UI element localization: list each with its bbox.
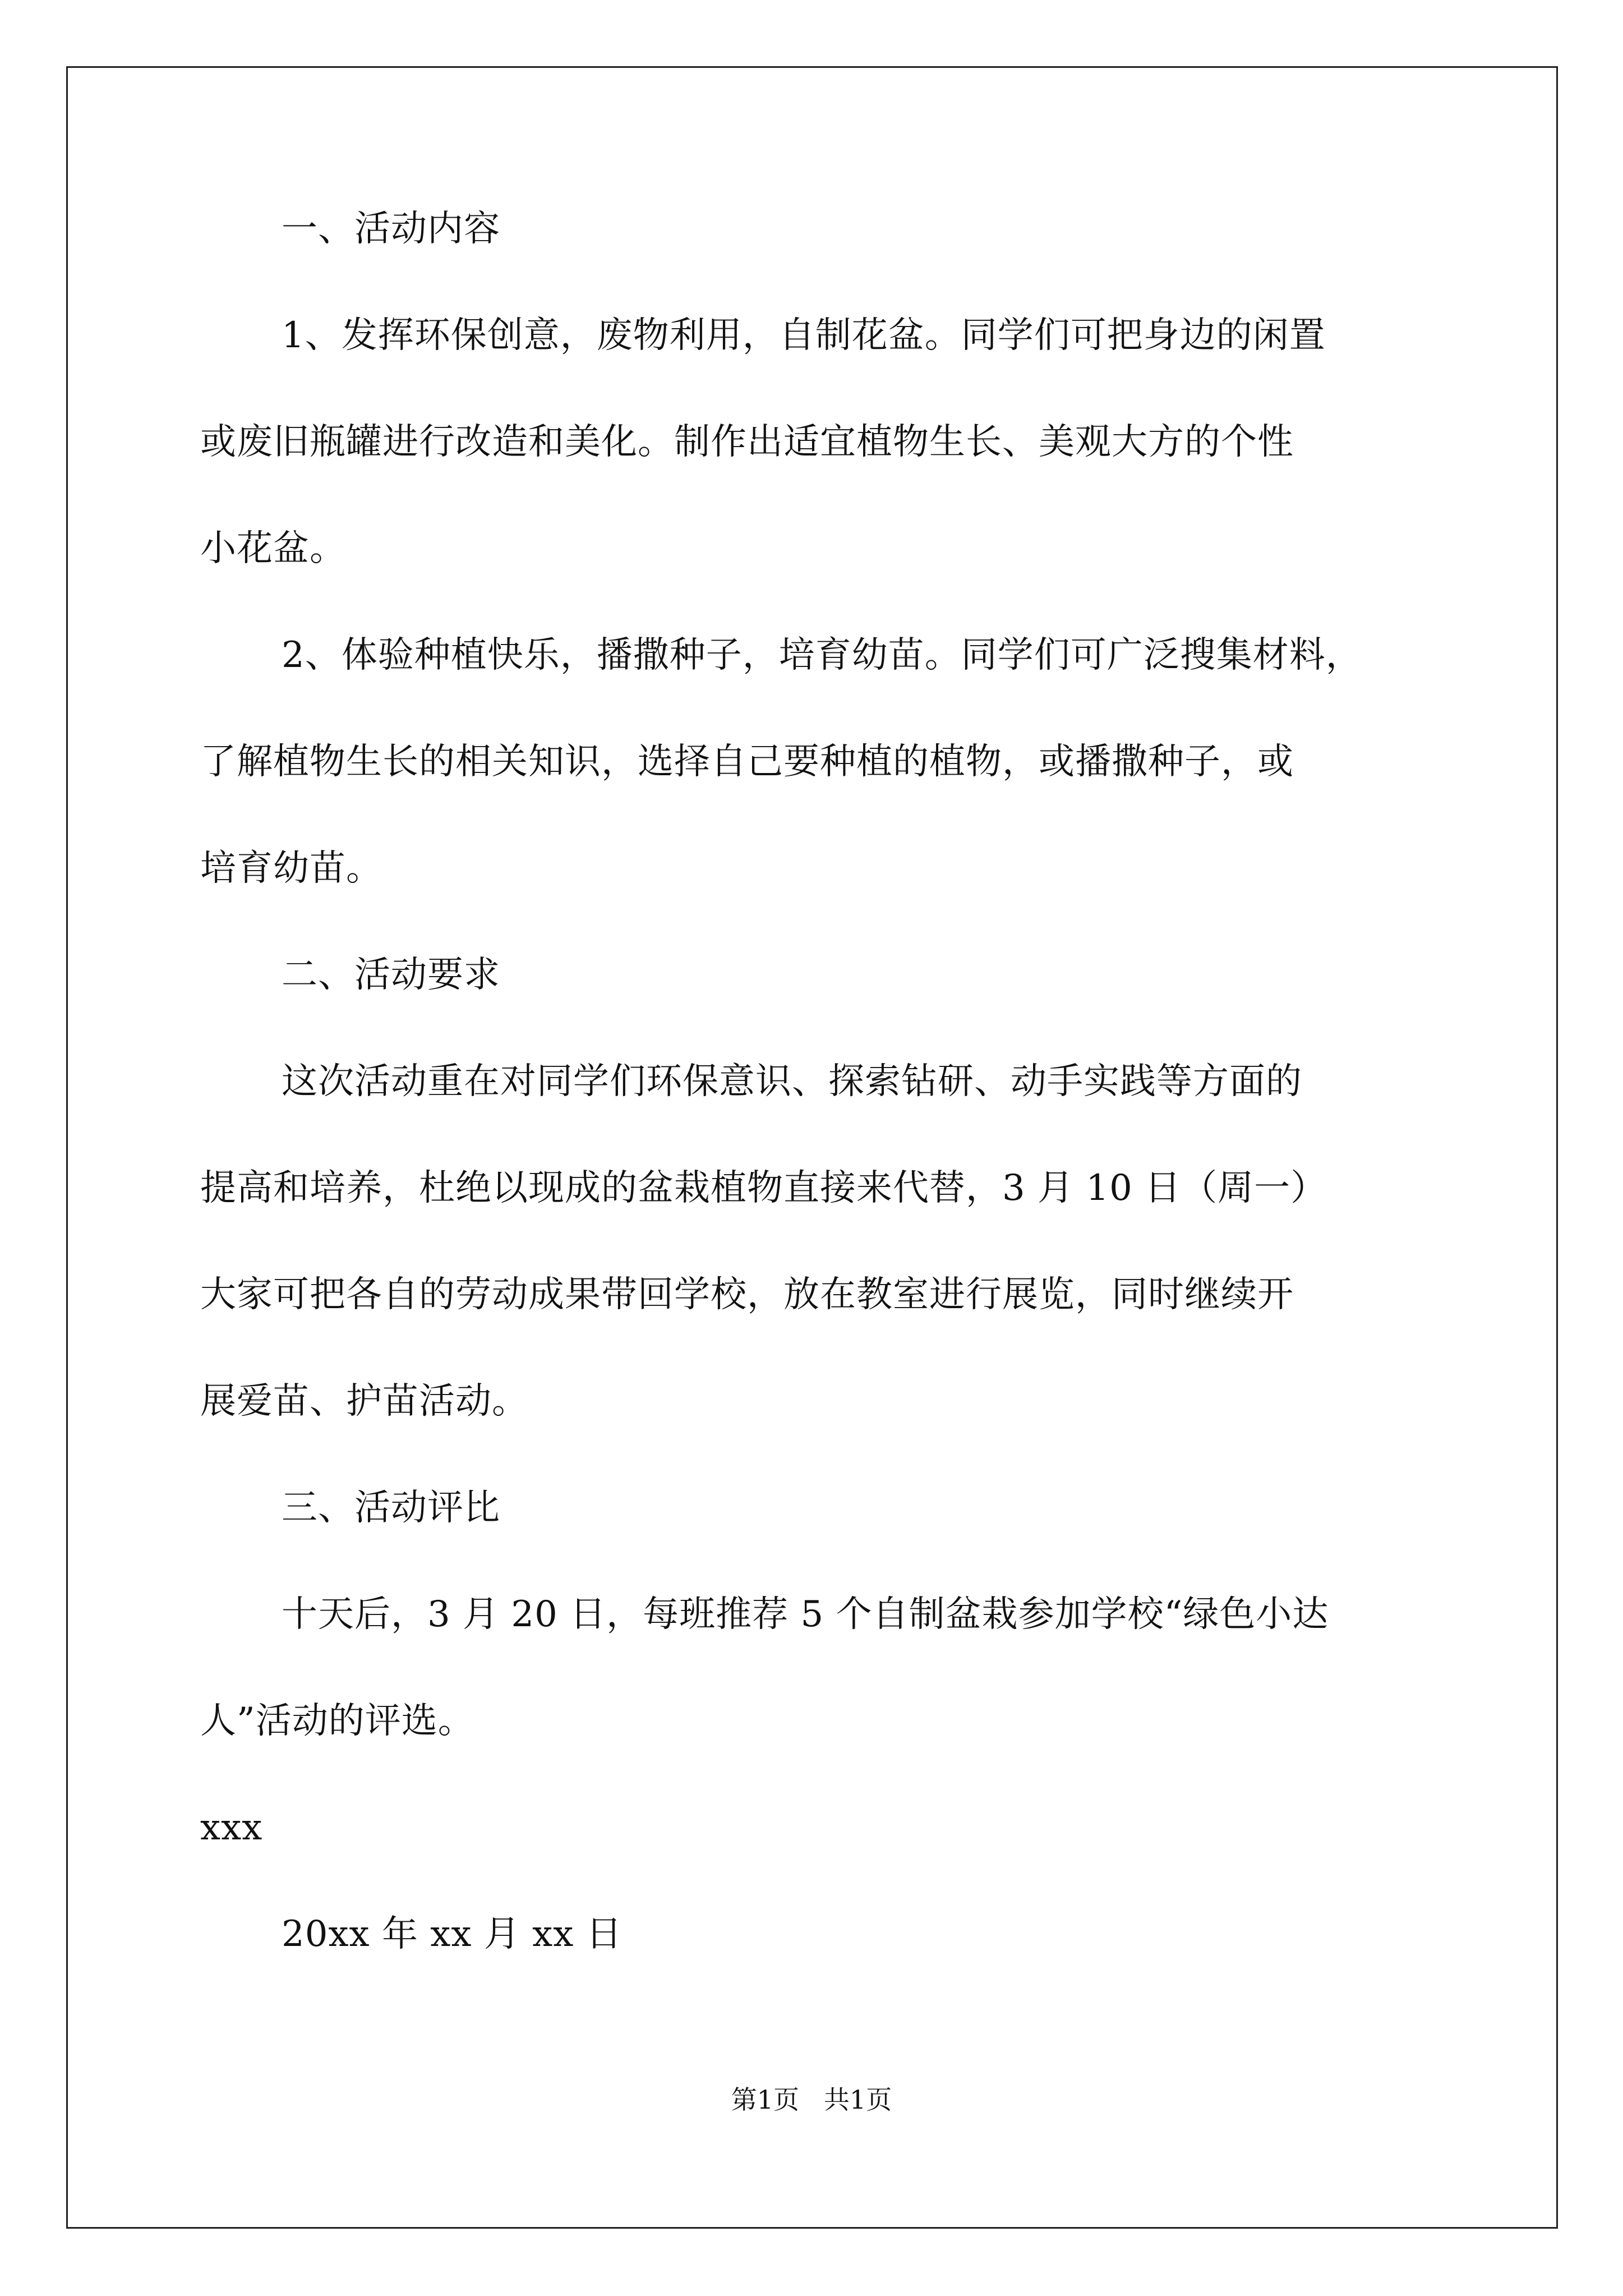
paragraph-line: 十天后，3 月 20 日，每班推荐 5 个自制盆栽参加学校“绿色小达 (282, 1594, 1329, 1635)
signature: xxx (200, 1807, 263, 1848)
paragraph-line: 或废旧瓶罐进行改造和美化。制作出适宜植物生长、美观大方的个性 (200, 421, 1294, 463)
paragraph-line: 展爱苗、护苗活动。 (200, 1381, 528, 1422)
section-heading-activity-evaluation: 三、活动评比 (282, 1487, 500, 1529)
paragraph-line: 2、体验种植快乐，播撒种子，培育幼苗。同学们可广泛搜集材料， (282, 634, 1362, 676)
paragraph-line: 这次活动重在对同学们环保意识、探索钻研、动手实践等方面的 (282, 1061, 1302, 1102)
paragraph-line: 小花盆。 (200, 528, 346, 569)
page-border (66, 66, 1558, 2229)
paragraph-line: 培育幼苗。 (200, 848, 382, 889)
paragraph-line: 1、发挥环保创意，废物利用，自制花盆。同学们可把身边的闲置 (282, 315, 1326, 356)
section-heading-activity-content: 一、活动内容 (282, 208, 500, 250)
document-date: 20xx 年 xx 月 xx 日 (282, 1913, 623, 1955)
paragraph-line: 提高和培养，杜绝以现成的盆栽植物直接来代替，3 月 10 日（周一） (200, 1167, 1327, 1209)
paragraph-line: 大家可把各自的劳动成果带回学校，放在教室进行展览，同时继续开 (200, 1274, 1294, 1315)
page-number-footer: 第1页 共1页 (731, 2085, 892, 2115)
section-heading-activity-requirements: 二、活动要求 (282, 954, 500, 996)
paragraph-line: 人”活动的评选。 (200, 1700, 474, 1742)
paragraph-line: 了解植物生长的相关知识，选择自己要种植的植物，或播撒种子，或 (200, 741, 1294, 783)
